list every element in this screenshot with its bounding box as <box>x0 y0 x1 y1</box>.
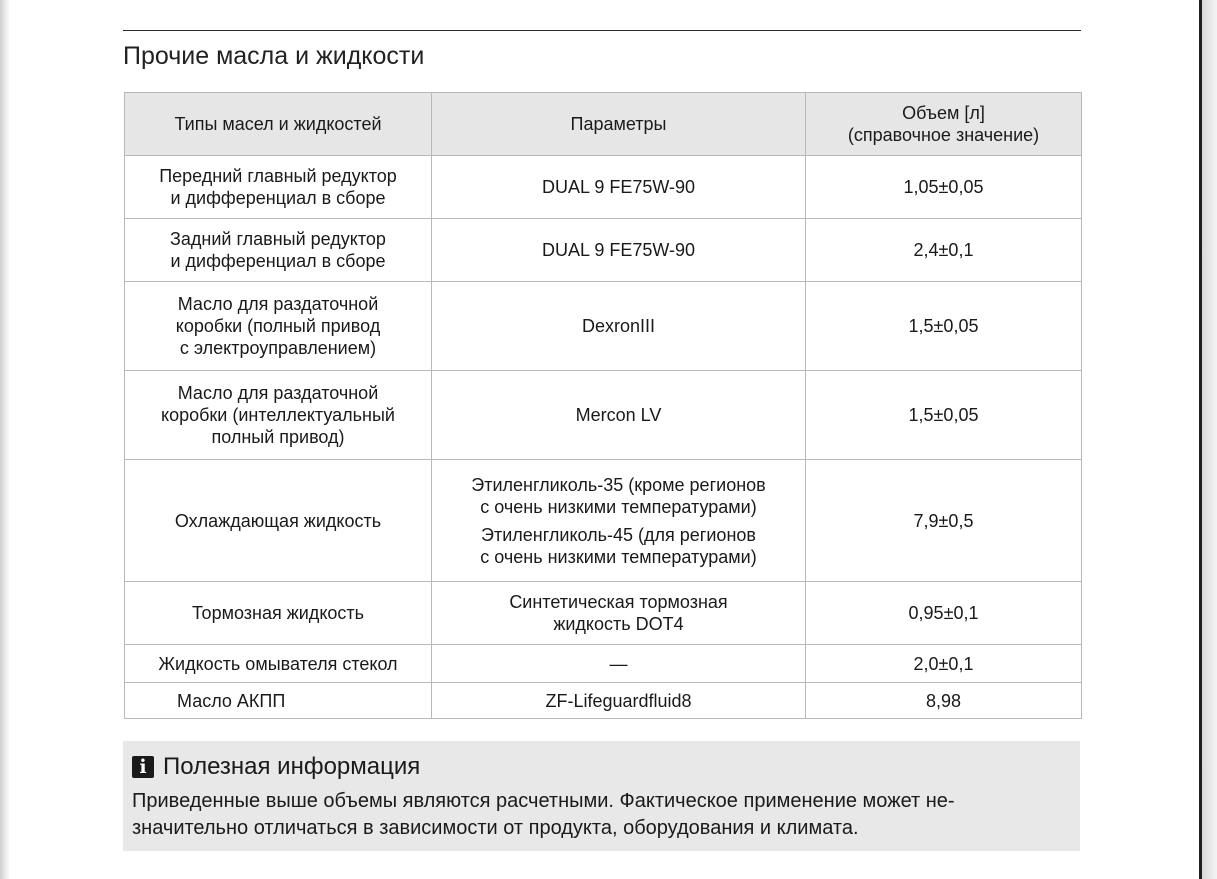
page-edge-left <box>0 0 9 879</box>
fluids-table <box>124 92 1082 719</box>
table-row <box>125 582 1082 645</box>
volume-cell: 2,4±0,1 <box>806 219 1082 282</box>
fluid-type-line: Задний главный редуктор <box>170 229 386 249</box>
parameter-cell: ZF-Lifeguardfluid8 <box>432 683 806 719</box>
table-row <box>125 645 1082 683</box>
page-edge-right <box>1202 0 1217 879</box>
coolant-option <box>438 524 799 568</box>
info-line: Приведенные выше объемы являются расчетными. Фактическое применение может не- <box>132 790 955 812</box>
table-row <box>125 282 1082 371</box>
table-row <box>125 460 1082 582</box>
info-heading-text: Полезная информация <box>163 753 421 780</box>
parameter-line: Этиленгликоль-45 (для регионов <box>481 524 756 545</box>
fluid-type-line: Масло для раздаточной <box>177 383 379 403</box>
fluid-type-line: полный привод) <box>211 427 345 447</box>
parameter-line: жидкость DOT4 <box>553 614 684 634</box>
fluid-type-cell: Охлаждающая жидкость <box>125 460 432 582</box>
fluid-type-cell: Масло АКПП <box>125 683 432 719</box>
info-icon: i <box>132 756 154 778</box>
table-row <box>125 219 1082 282</box>
volume-cell: 1,05±0,05 <box>806 156 1082 219</box>
fluid-type-line: Масло для раздаточной <box>177 294 379 314</box>
coolant-option <box>438 474 799 518</box>
volume-cell: 0,95±0,1 <box>806 582 1082 645</box>
parameter-line: с очень низкими температурами) <box>480 546 757 567</box>
info-line: значительно отличаться в зависимости от продукта, оборудования и климата. <box>132 817 859 839</box>
fluid-type-line: и дифференциал в сборе <box>170 188 386 208</box>
info-box <box>123 741 1080 851</box>
parameter-cell <box>432 460 806 582</box>
parameter-cell: — <box>432 645 806 683</box>
fluid-type-cell: Тормозная жидкость <box>125 582 432 645</box>
fluid-type-cell <box>125 371 432 460</box>
parameter-cell: Mercon LV <box>432 371 806 460</box>
fluid-type-line: Передний главный редуктор <box>159 166 397 186</box>
fluid-type-cell: Жидкость омывателя стекол <box>125 645 432 683</box>
table-header-row <box>125 93 1082 156</box>
fluid-type-cell <box>125 156 432 219</box>
table-row <box>125 371 1082 460</box>
header-volume-line-1: Объем [л] <box>902 103 985 123</box>
parameter-line: Синтетическая тормозная <box>509 592 728 612</box>
section-title: Прочие масла и жидкости <box>123 42 425 70</box>
volume-cell: 2,0±0,1 <box>806 645 1082 683</box>
header-volume <box>806 93 1082 156</box>
volume-cell: 8,98 <box>806 683 1082 719</box>
info-text <box>132 788 1077 842</box>
parameter-line: с очень низкими температурами) <box>480 496 757 517</box>
parameter-cell: DexronIII <box>432 282 806 371</box>
table-row <box>125 683 1082 719</box>
parameter-cell: DUAL 9 FE75W-90 <box>432 219 806 282</box>
volume-cell: 7,9±0,5 <box>806 460 1082 582</box>
fluid-type-cell <box>125 282 432 371</box>
volume-cell: 1,5±0,05 <box>806 371 1082 460</box>
parameter-cell: DUAL 9 FE75W-90 <box>432 156 806 219</box>
fluid-type-cell <box>125 219 432 282</box>
fluid-type-line: коробки (полный привод <box>175 316 381 336</box>
header-parameters: Параметры <box>432 93 806 156</box>
table-row <box>125 156 1082 219</box>
volume-cell: 1,5±0,05 <box>806 282 1082 371</box>
fluid-type-line: с электроуправлением) <box>179 338 377 358</box>
fluid-type-line: и дифференциал в сборе <box>170 251 386 271</box>
parameter-line: Этиленгликоль-35 (кроме регионов <box>471 474 766 495</box>
top-divider <box>123 30 1081 31</box>
header-fluid-type: Типы масел и жидкостей <box>125 93 432 156</box>
info-heading <box>132 753 420 781</box>
header-volume-line-2: (справочное значение) <box>847 125 1040 145</box>
parameter-cell <box>432 582 806 645</box>
fluid-type-line: коробки (интеллектуальный <box>161 405 395 425</box>
